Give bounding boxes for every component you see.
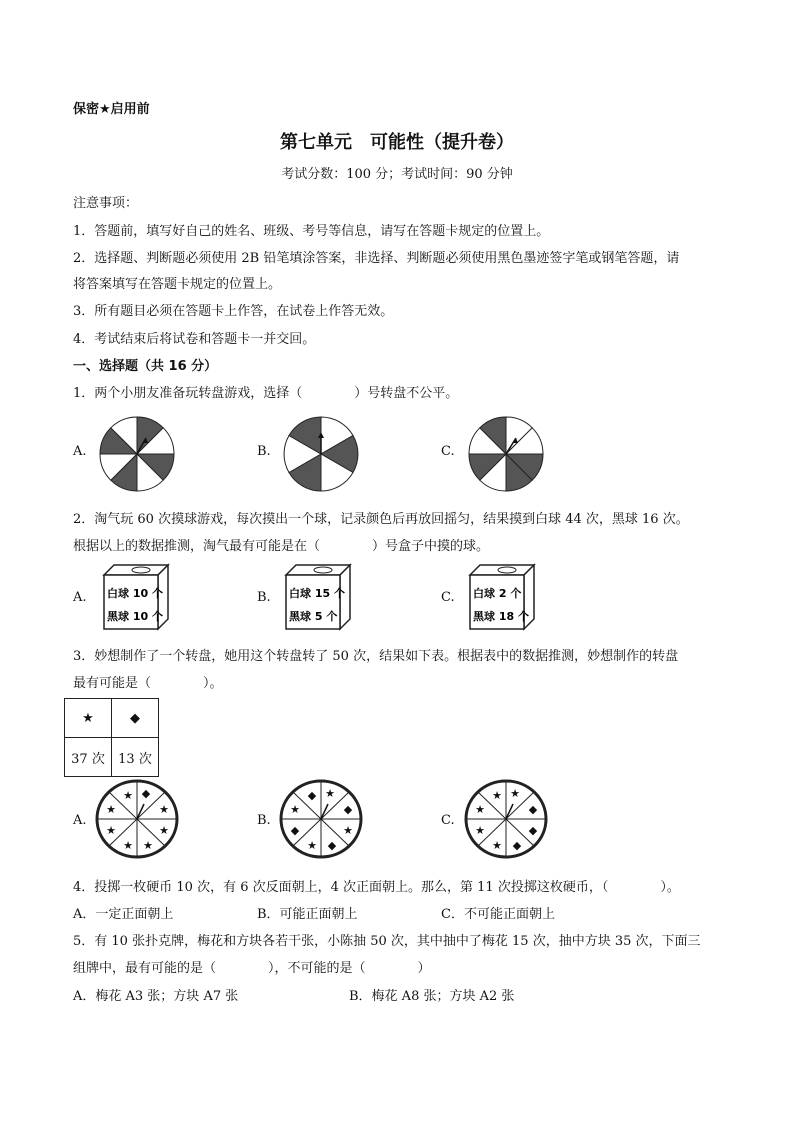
svg-text:◆: ◆ (512, 839, 522, 852)
table-header-diamond: ◆ (112, 699, 159, 738)
spinner-c-image (466, 414, 546, 494)
box-a-black: 黑球 10 个 (107, 610, 163, 623)
question-1-text: 1．两个小朋友准备玩转盘游戏，选择（ ）号转盘不公平。 (73, 386, 459, 401)
q2-option-a-label: A. (73, 590, 87, 605)
note-item: 2．选择题、判断题必须使用 2B 铅笔填涂答案，非选择、判断题必须使用黑色墨迹签字笔或钢笔答题，请 (73, 251, 680, 266)
spinner3-b-image (278, 778, 364, 860)
svg-text:★: ★ (159, 803, 169, 816)
spinner3-a-image (94, 778, 180, 860)
svg-text:★: ★ (123, 789, 133, 802)
question-5-line2: 组牌中，最有可能的是（ ），不可能的是（ ） (73, 961, 431, 976)
box-a-image (98, 563, 170, 633)
results-table (64, 698, 159, 777)
spinner-a-image (97, 414, 177, 494)
question-2-line2: 根据以上的数据推测，淘气最有可能是在（ ）号盒子中摸的球。 (73, 539, 490, 554)
svg-text:★: ★ (307, 839, 317, 852)
svg-text:★: ★ (325, 787, 335, 800)
svg-text:★: ★ (123, 839, 133, 852)
svg-text:◆: ◆ (528, 803, 538, 816)
q3-option-c-label: C. (441, 813, 455, 828)
svg-text:★: ★ (475, 824, 485, 837)
svg-text:★: ★ (343, 824, 353, 837)
svg-text:★: ★ (106, 803, 116, 816)
svg-text:◆: ◆ (307, 789, 317, 802)
q5-option-b: B．梅花 A8 张；方块 A2 张 (349, 989, 515, 1004)
box-b-white: 白球 15 个 (289, 587, 345, 600)
question-3-line1: 3．妙想制作了一个转盘，她用这个转盘转了 50 次，结果如下表。根据表中的数据推测，妙想制作的转盘 (73, 649, 679, 664)
svg-text:◆: ◆ (290, 824, 300, 837)
table-header-star: ★ (65, 699, 112, 738)
q5-option-a: A．梅花 A3 张；方块 A7 张 (73, 989, 239, 1004)
question-2-line1: 2．淘气玩 60 次摸球游戏，每次摸出一个球，记录颜色后再放回摇匀，结果摸到白球 44 次，黑球 16 次。 (73, 512, 689, 527)
q2-option-c-label: C. (441, 590, 455, 605)
note-item: 1．答题前，填写好自己的姓名、班级、考号等信息，请写在答题卡规定的位置上。 (73, 224, 550, 239)
table-value-star: 37 次 (65, 738, 112, 777)
note-item: 3．所有题目必须在答题卡上作答，在试卷上作答无效。 (73, 304, 394, 319)
q1-option-c-label: C. (441, 444, 455, 459)
svg-text:★: ★ (510, 787, 520, 800)
svg-text:★: ★ (475, 803, 485, 816)
box-c-black: 黑球 18 个 (473, 610, 529, 623)
box-a-white: 白球 10 个 (107, 587, 163, 600)
notes-heading: 注意事项： (73, 196, 139, 211)
box-b-black: 黑球 5 个 (289, 610, 338, 623)
svg-text:★: ★ (492, 839, 502, 852)
box-b-image (280, 563, 352, 633)
q1-option-b-label: B. (257, 444, 271, 459)
svg-text:★: ★ (143, 839, 153, 852)
exam-info: 考试分数：100 分；考试时间：90 分钟 (281, 167, 513, 182)
svg-text:◆: ◆ (141, 787, 151, 800)
q4-option-c: C．不可能正面朝上 (441, 907, 555, 922)
svg-text:◆: ◆ (528, 824, 538, 837)
q3-option-b-label: B. (257, 813, 271, 828)
spinner-b-image (281, 414, 361, 494)
svg-text:◆: ◆ (327, 839, 337, 852)
question-5-line1: 5．有 10 张扑克牌，梅花和方块各若干张，小陈抽 50 次，其中抽中了梅花 15 次，抽中方块 35 次，下面三 (73, 934, 701, 949)
question-3-line2: 最有可能是（ ）。 (73, 676, 223, 691)
note-item: 将答案填写在答题卡规定的位置上。 (73, 277, 282, 292)
svg-text:★: ★ (106, 824, 116, 837)
svg-text:★: ★ (290, 803, 300, 816)
spinner3-c-image (463, 778, 549, 860)
svg-text:★: ★ (159, 824, 169, 837)
svg-text:◆: ◆ (343, 803, 353, 816)
q4-option-b: B．可能正面朝上 (257, 907, 358, 922)
note-item: 4．考试结束后将试卷和答题卡一并交回。 (73, 332, 316, 347)
table-value-diamond: 13 次 (112, 738, 159, 777)
question-4-text: 4．投掷一枚硬币 10 次，有 6 次反面朝上，4 次正面朝上。那么，第 11 次投掷这枚硬币，（ ）。 (73, 880, 680, 895)
page-title: 第七单元 可能性（提升卷） (280, 132, 514, 153)
q3-option-a-label: A. (73, 813, 87, 828)
q4-option-a: A．一定正面朝上 (73, 907, 174, 922)
confidential-label: 保密★启用前 (73, 102, 150, 117)
svg-text:★: ★ (492, 789, 502, 802)
q1-option-a-label: A. (73, 444, 87, 459)
q2-option-b-label: B. (257, 590, 271, 605)
section-heading: 一、选择题（共 16 分） (73, 359, 218, 374)
box-c-image (464, 563, 536, 633)
box-c-white: 白球 2 个 (473, 587, 522, 600)
